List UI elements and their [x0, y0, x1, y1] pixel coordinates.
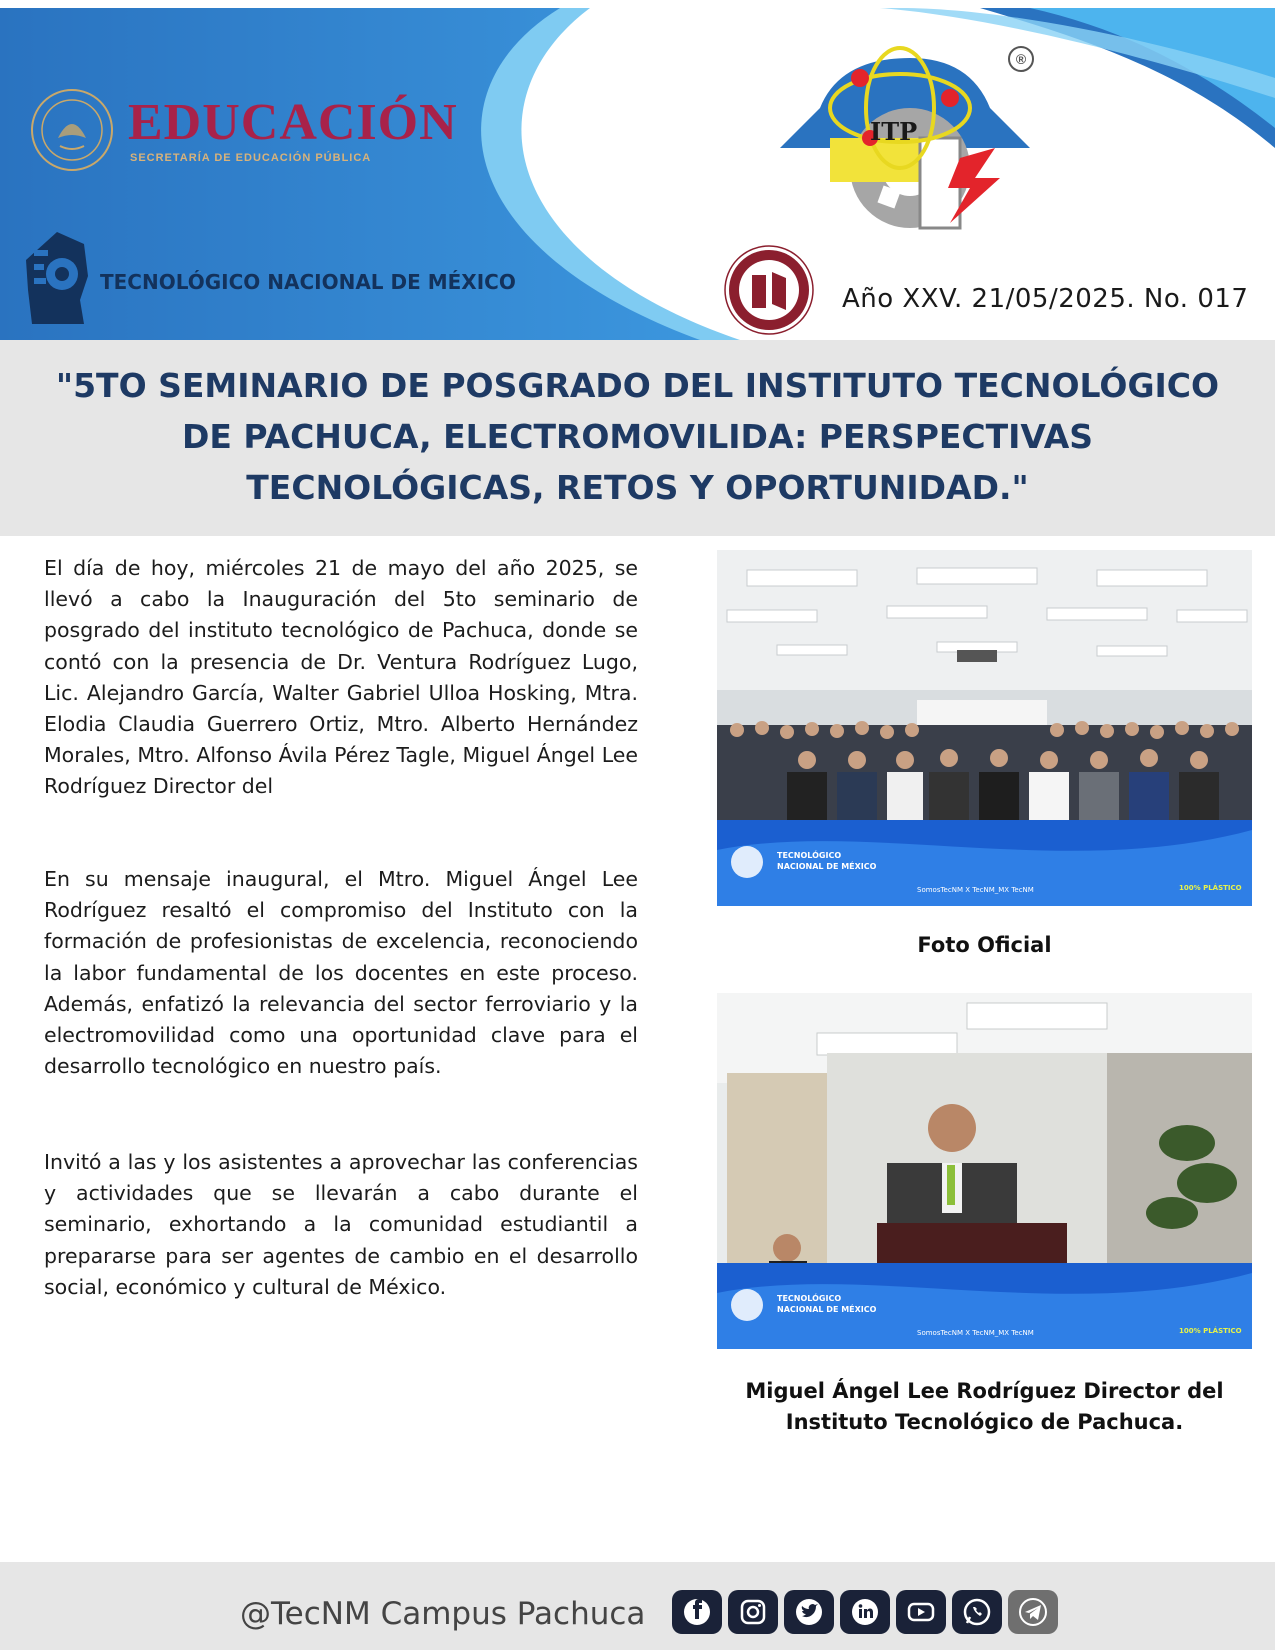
social-icons [672, 1590, 1058, 1634]
photo2-banner-badge: 100% PLÁSTICO [1179, 1327, 1242, 1335]
itp-logo-icon [770, 38, 1050, 238]
photo2-banner-line1: TECNOLÓGICO [777, 1294, 842, 1303]
telegram-icon[interactable] [1008, 1590, 1058, 1634]
photo1-banner-badge: 100% PLÁSTICO [1179, 884, 1242, 892]
instagram-icon[interactable] [728, 1590, 778, 1634]
tecnm-wordmark: TECNOLÓGICO NACIONAL DE MÉXICO [100, 270, 516, 294]
header-banner [0, 8, 1275, 340]
youtube-icon[interactable] [896, 1590, 946, 1634]
article-paragraph-2: En su mensaje inaugural, el Mtro. Miguel Ángel Lee Rodríguez resaltó el compromiso del Instituto con la formación de profesionistas de excelencia, reconociendo la labor fundamental de los docentes en este proceso. Además, enfatizó la relevancia del sector ferroviario y la electromovilidad como una oportunidad clave para el desarrollo tecnológico en nuestro país. [44, 867, 638, 1079]
education-subtitle: SECRETARÍA DE EDUCACIÓN PÚBLICA [130, 152, 372, 164]
photo1-banner-line1: TECNOLÓGICO [777, 851, 842, 860]
linkedin-icon[interactable] [840, 1590, 890, 1634]
registered-mark: ® [1008, 46, 1034, 72]
photo2-caption: Miguel Ángel Lee Rodríguez Director del Instituto Tecnológico de Pachuca. [745, 1379, 1224, 1434]
article-paragraph-3: Invitó a las y los asistentes a aprovechar las conferencias y actividades que se llevarán a cabo durante el seminario, exhortando a la comunidad estudiantil a prepararse para ser agentes de cambio en el desarrollo social, económico y cultural de México. [44, 1150, 638, 1299]
photo1-banner-social: SomosTecNM X TecNM_MX TecNM [917, 886, 1034, 894]
twitter-icon[interactable] [784, 1590, 834, 1634]
mexico-seal-icon [30, 88, 114, 172]
facebook-icon[interactable] [672, 1590, 722, 1634]
photo2-banner-line2: NACIONAL DE MÉXICO [777, 1305, 877, 1314]
social-handle: @TecNM Campus Pachuca [240, 1596, 646, 1632]
director-speech-photo [717, 993, 1252, 1349]
whatsapp-icon[interactable] [952, 1590, 1002, 1634]
article-paragraph-1: El día de hoy, miércoles 21 de mayo del año 2025, se llevó a cabo la Inauguración del 5to seminario de posgrado del instituto tecnológico de Pachuca, donde se contó con la presencia de Dr. Ventura Rodríguez Lugo, Lic. Alejandro García, Walter Gabriel Ulloa Hosking, Mtra. Elodia Claudia Guerrero Ortiz, Mtro. Alberto Hernández Morales, Mtro. Alfonso Ávila Pérez Tagle, Miguel Ángel Lee Rodríguez Director del [44, 556, 638, 799]
comunicacion-difusion-logo-icon [714, 230, 824, 340]
photo1-banner-line2: NACIONAL DE MÉXICO [777, 862, 877, 871]
tecnm-logo-icon [24, 230, 90, 326]
issue-line: Año XXV. 21/05/2025. No. 017 [842, 284, 1249, 314]
official-group-photo [717, 550, 1252, 906]
article-title: "5TO SEMINARIO DE POSGRADO DEL INSTITUTO TECNOLÓGICO DE PACHUCA, ELECTROMOVILIDA: PERSPECTIVAS TECNOLÓGICAS, RETOS Y OPORTUNIDAD." [55, 366, 1220, 507]
photo1-caption: Foto Oficial [917, 933, 1052, 957]
itp-initials: ITP [870, 117, 918, 146]
photo2-banner-social: SomosTecNM X TecNM_MX TecNM [917, 1329, 1034, 1337]
education-wordmark: EDUCACIÓN [128, 94, 458, 151]
